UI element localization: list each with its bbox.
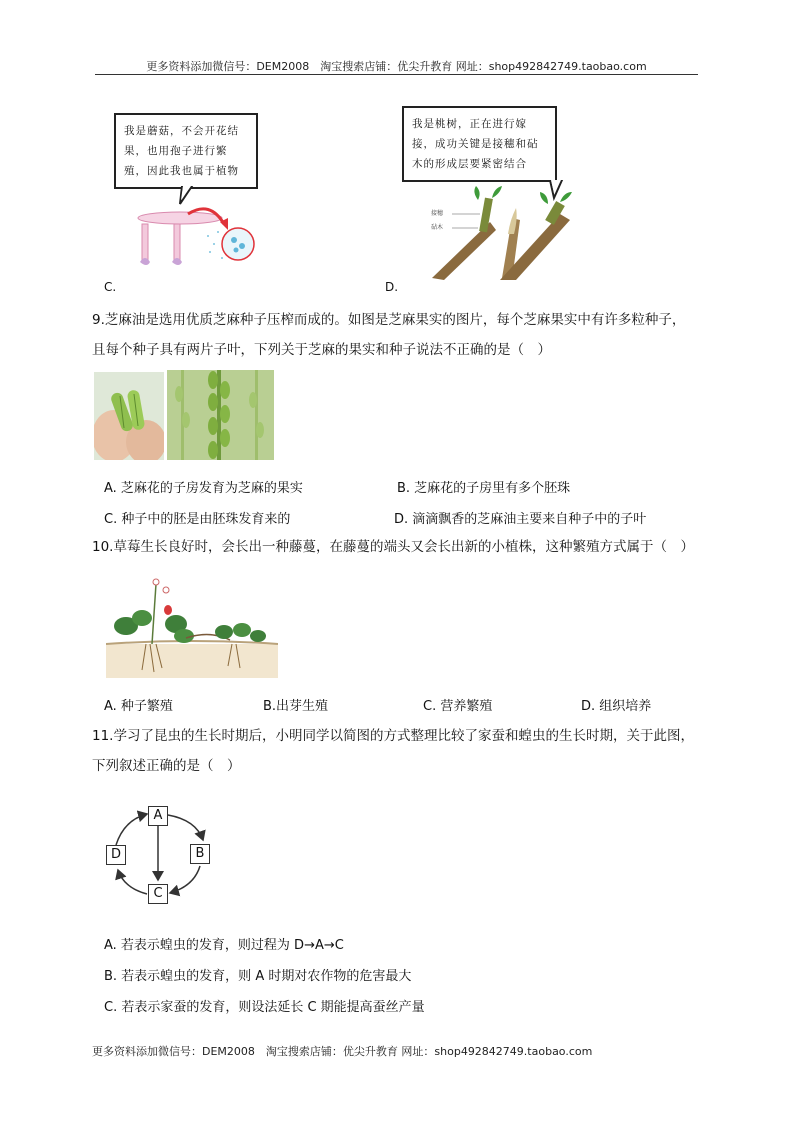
question-9-line-2: 且每个种子具有两片子叶，下列关于芝麻的果实和种子说法不正确的是（ ） [92,342,551,358]
stage-d-box: D [106,845,126,865]
grafting-speech-bubble [402,106,557,182]
question-10-line-1: 10.草莓生长良好时，会长出一种藤蔓，在藤蔓的端头又会长出新的小植株，这种繁殖方式属于（ ） [92,539,694,555]
stage-c-box: C [148,884,168,904]
option-c-label: C. [104,280,117,294]
question-9-line-1: 9.芝麻油是选用优质芝麻种子压榨而成的。如图是芝麻果实的图片，每个芝麻果实中有许多粒种子， [92,312,686,328]
question-9-option-c[interactable]: C. 种子中的胚是由胚珠发育来的 [104,512,291,527]
stage-a-box: A [148,806,168,826]
strawberry-runner-illustration [106,574,278,678]
mushroom-speech-bubble [114,113,258,189]
option-d-label: D. [385,280,399,294]
header-divider [95,74,698,75]
grafting-illustration [430,180,580,280]
question-10-option-a[interactable]: A. 种子繁殖 [104,699,173,714]
question-11-option-c[interactable]: C. 若表示家蚕的发育，则设法延长 C 期能提高蚕丝产量 [104,1000,425,1015]
question-10-option-b[interactable]: B.出芽生殖 [263,699,329,714]
rootstock-label: 砧木 [431,224,444,231]
stage-b-box: B [190,844,210,864]
footer-text: 更多资料添加微信号：DEM2008 淘宝搜索店铺：优尖升教育 网址：shop492842749.taobao.com [92,1045,593,1058]
scion-label: 接穗 [431,210,444,217]
sesame-fruit-photo [94,372,164,460]
question-9-option-d[interactable]: D. 滴滴飘香的芝麻油主要来自种子中的子叶 [394,512,647,527]
bubble-line: 殖，因此我也属于植物 [124,165,239,177]
bubble-line: 果，也用孢子进行繁 [124,145,228,157]
question-11-line-1: 11.学习了昆虫的生长时期后，小明同学以简图的方式整理比较了家蚕和蝗虫的生长时期，关于此图， [92,728,694,744]
mushroom-illustration [130,186,270,278]
question-11-line-2: 下列叙述正确的是（ ） [92,758,241,774]
bubble-line: 木的形成层要紧密结合 [412,158,527,170]
bubble-line: 我是蘑菇，不会开花结 [124,125,239,137]
header-text: 更多资料添加微信号：DEM2008 淘宝搜索店铺：优尖升教育 网址：shop492842749.taobao.com [146,60,647,73]
sesame-plant-photo [167,370,274,460]
bubble-line: 接，成功关键是接穗和砧 [412,138,539,150]
bubble-line: 我是桃树，正在进行嫁 [412,118,527,130]
question-10-option-d[interactable]: D. 组织培养 [581,699,652,714]
question-9-option-b[interactable]: B. 芝麻花的子房里有多个胚珠 [397,481,571,496]
question-11-option-b[interactable]: B. 若表示蝗虫的发育，则 A 时期对农作物的危害最大 [104,969,412,984]
question-9-option-a[interactable]: A. 芝麻花的子房发育为芝麻的果实 [104,481,303,496]
question-11-option-a[interactable]: A. 若表示蝗虫的发育，则过程为 D→A→C [104,938,344,953]
question-10-option-c[interactable]: C. 营养繁殖 [423,699,493,714]
